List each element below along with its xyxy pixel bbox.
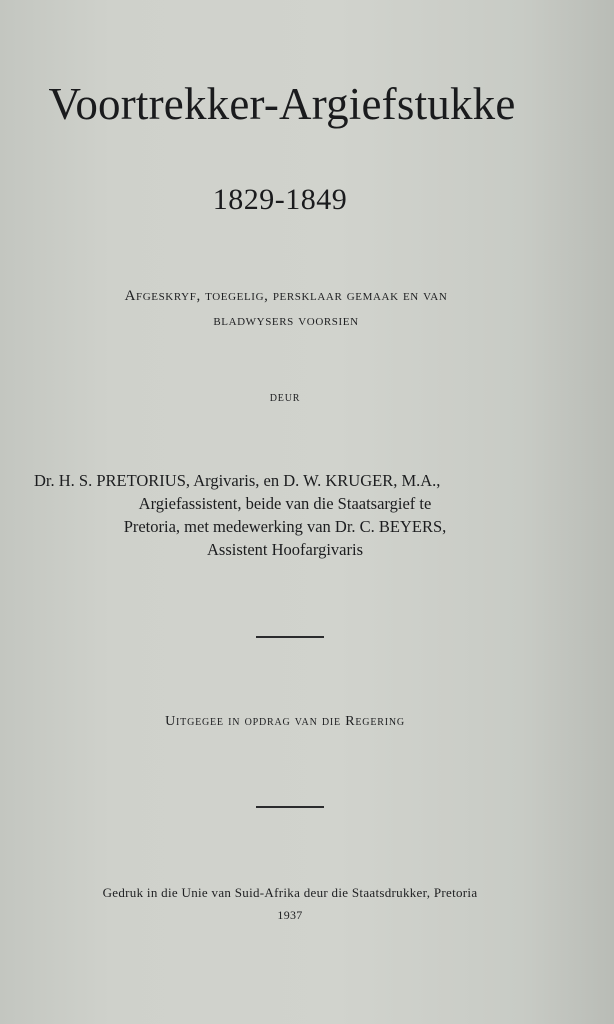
book-title: Voortrekker-Argiefstukke — [48, 79, 516, 129]
authors-line-2: Argiefassistent, beide van die Staatsargief te — [138, 494, 432, 513]
imprint-year: 1937 — [277, 908, 303, 922]
divider-rule — [256, 806, 324, 808]
subtitle-block — [30, 284, 542, 334]
issued-statement: Uitgegee in opdrag van die Regering — [165, 714, 405, 729]
subtitle-line-1: Afgeskryf, toegelig, persklaar gemaak en van — [124, 288, 448, 304]
imprint-line: Gedruk in die Unie van Suid-Afrika deur die Staatsdrukker, Pretoria — [102, 885, 478, 900]
date-range: 1829-1849 — [212, 183, 348, 216]
authors-line-1: Dr. H. S. PRETORIUS, Argivaris, en D. W. KRUGER, M.A., — [34, 471, 441, 490]
subtitle-line-2: bladwysers voorsien — [213, 313, 359, 329]
authors-line-3: Pretoria, met medewerking van Dr. C. BEYERS, — [123, 517, 447, 536]
divider-rule — [256, 636, 324, 638]
by-label: deur — [269, 390, 301, 405]
authors-block — [34, 469, 536, 561]
imprint-block — [0, 882, 580, 926]
authors-line-4: Assistent Hoofargivaris — [207, 540, 363, 559]
